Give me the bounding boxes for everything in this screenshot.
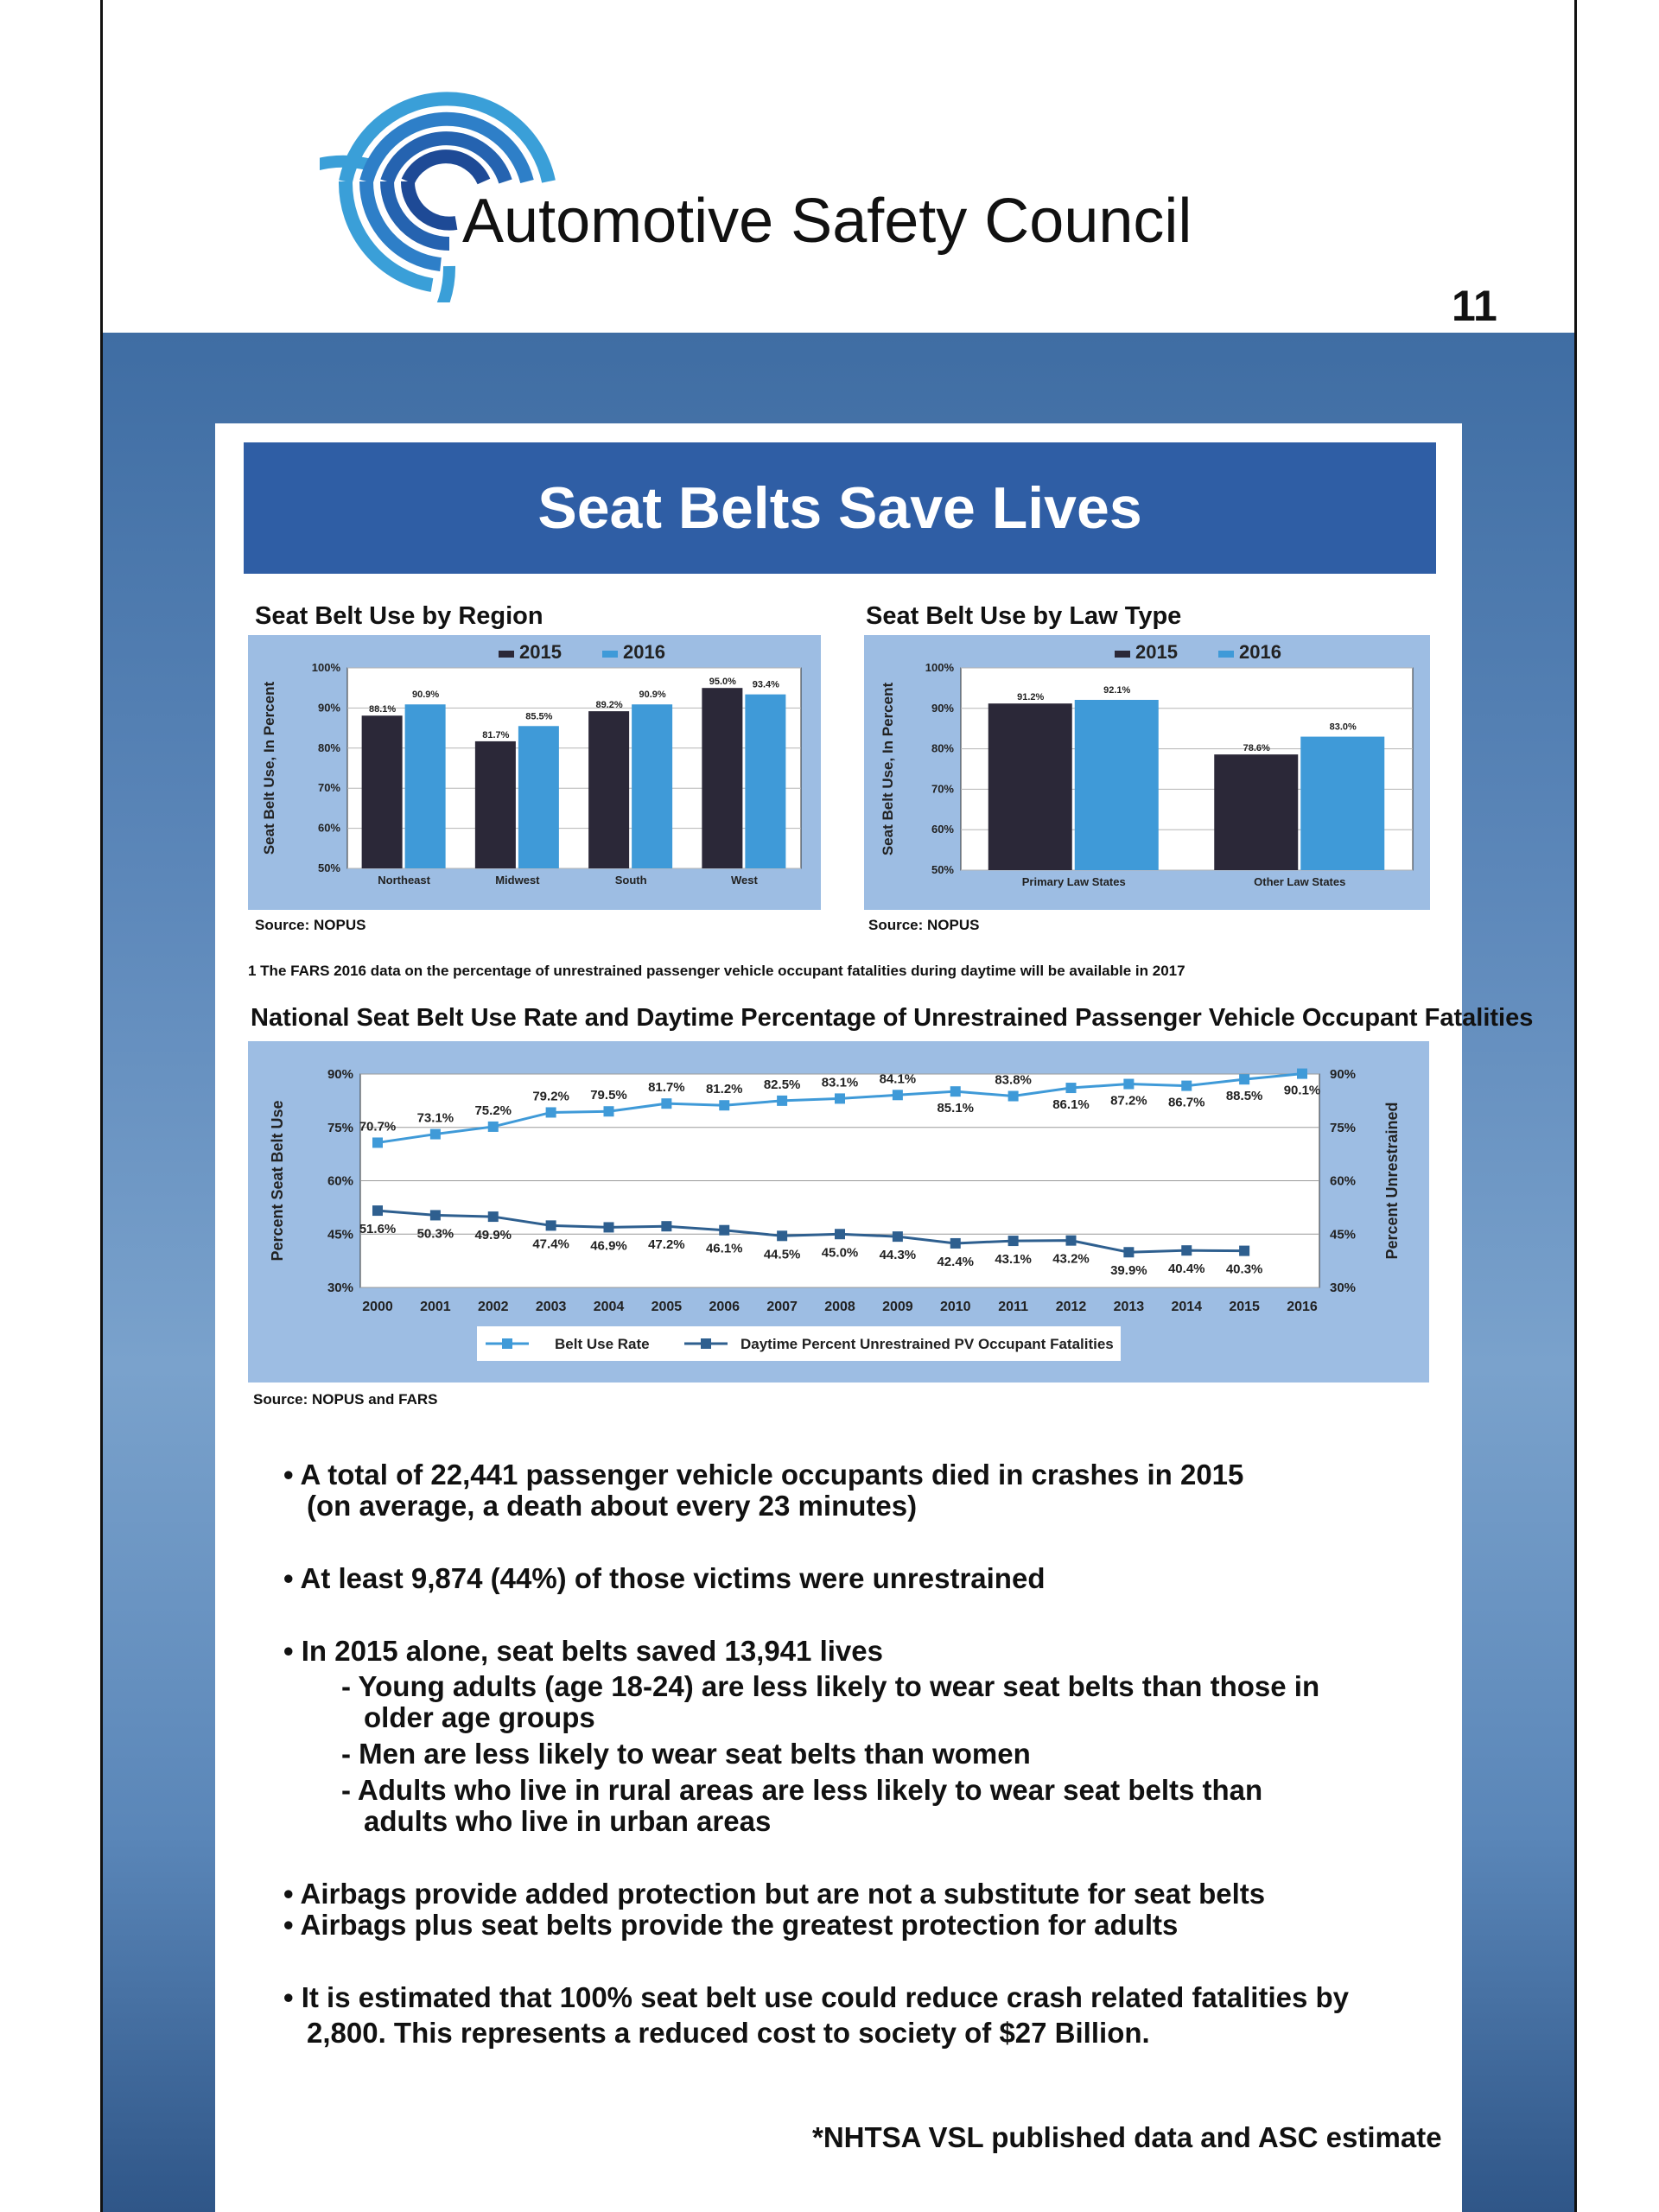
region-chart-title: Seat Belt Use by Region	[255, 602, 543, 630]
bar-value-label: 90.9%	[639, 690, 666, 701]
data-point	[777, 1096, 787, 1106]
x-tick-label: 2008	[824, 1300, 855, 1314]
law-chart-panel	[864, 635, 1430, 910]
region-chart-source: Source: NOPUS	[255, 917, 366, 933]
y-tick-label-left: 30%	[327, 1281, 353, 1295]
y-axis-label: Seat Belt Use, In Percent	[880, 682, 896, 856]
data-point	[488, 1211, 499, 1222]
data-point	[893, 1090, 903, 1100]
data-point	[604, 1106, 614, 1116]
bar-value-label: 85.5%	[525, 711, 553, 722]
sub-men: - Men are less likely to wear seat belts than women	[341, 1738, 1031, 1770]
national-chart-source: Source: NOPUS and FARS	[253, 1391, 438, 1408]
national-chart-title: National Seat Belt Use Rate and Daytime Percentage of Unrestrained Passenger Vehicle Occupant Fatalities	[251, 1004, 1534, 1032]
bullet-estimate-cont: 2,800. This represents a reduced cost to society of $27 Billion.	[307, 2017, 1150, 2049]
y-tick-label-right: 75%	[1330, 1120, 1357, 1135]
data-point	[950, 1086, 961, 1096]
law-bar-chart	[864, 635, 1430, 910]
point-value-label: 73.1%	[416, 1110, 454, 1126]
point-value-label: 87.2%	[1110, 1093, 1147, 1109]
x-tick-label: 2006	[709, 1300, 741, 1314]
logo-text: Automotive Safety Council	[462, 187, 1192, 256]
x-tick-label: 2002	[477, 1300, 509, 1314]
page-number: 11	[1452, 282, 1497, 330]
footnote: 1 The FARS 2016 data on the percentage of unrestrained passenger vehicle occupant fatalities during daytime will be available in 2017	[248, 963, 1185, 979]
point-value-label: 40.4%	[1167, 1262, 1205, 1277]
bar-value-label: 78.6%	[1243, 743, 1270, 754]
data-point	[661, 1221, 671, 1231]
legend-label-2015: 2015	[1135, 641, 1178, 663]
y-tick-label: 70%	[317, 781, 340, 795]
x-tick-label: 2011	[998, 1300, 1028, 1314]
x-tick-label: 2001	[420, 1300, 451, 1314]
x-tick-label: Midwest	[495, 874, 540, 887]
data-point	[1239, 1074, 1249, 1084]
data-point	[777, 1230, 787, 1241]
point-value-label: 83.1%	[821, 1075, 859, 1090]
legend-label-2015: 2015	[519, 641, 562, 663]
y-tick-label-right: 30%	[1330, 1281, 1357, 1295]
data-point	[661, 1098, 671, 1109]
x-tick-label: 2013	[1113, 1300, 1145, 1314]
point-value-label: 46.9%	[590, 1238, 627, 1254]
bar-2015-primary-law-states	[988, 703, 1072, 870]
bar-value-label: 93.4%	[752, 679, 779, 690]
bar-2015-west	[702, 688, 742, 868]
y-tick-label: 100%	[925, 661, 954, 674]
point-value-label: 42.4%	[937, 1254, 975, 1269]
title-banner	[244, 442, 1436, 574]
point-value-label: 88.5%	[1225, 1089, 1263, 1104]
x-tick-label: 2010	[939, 1300, 971, 1314]
bullet-airbags-substitute: • Airbags provide added protection but are not a substitute for seat belts	[283, 1878, 1266, 1910]
data-point	[372, 1137, 383, 1147]
bar-2015-south	[588, 711, 629, 868]
point-value-label: 86.1%	[1052, 1097, 1090, 1113]
point-value-label: 79.2%	[532, 1089, 569, 1104]
data-point	[1181, 1081, 1192, 1091]
bullet-total-deaths-cont: (on average, a death about every 23 minutes)	[307, 1490, 918, 1522]
y-tick-label-right: 60%	[1330, 1173, 1357, 1189]
point-value-label: 44.5%	[763, 1247, 801, 1262]
bullet-total-deaths: • A total of 22,441 passenger vehicle occupants died in crashes in 2015	[283, 1459, 1244, 1491]
x-tick-label: 2016	[1287, 1300, 1318, 1314]
bar-2016-northeast	[405, 704, 446, 868]
y-tick-label: 70%	[931, 782, 954, 796]
y-axis-label-right: Percent Unrestrained	[1383, 1102, 1401, 1260]
law-chart-source: Source: NOPUS	[868, 917, 980, 933]
y-tick-label-left: 75%	[327, 1120, 353, 1135]
point-value-label: 47.2%	[648, 1237, 685, 1253]
legend-label-unrestrained: Daytime Percent Unrestrained PV Occupant Fatalities	[741, 1336, 1114, 1352]
legend-label-2016: 2016	[1239, 641, 1281, 663]
data-point	[835, 1229, 845, 1239]
bar-value-label: 91.2%	[1017, 692, 1045, 703]
data-point	[1123, 1079, 1134, 1090]
x-tick-label: 2007	[766, 1300, 798, 1314]
national-chart-panel	[248, 1041, 1429, 1382]
bar-value-label: 92.1%	[1103, 684, 1131, 696]
y-tick-label: 80%	[317, 741, 340, 754]
point-value-label: 46.1%	[705, 1241, 743, 1256]
point-value-label: 51.6%	[359, 1222, 397, 1237]
bar-2016-south	[632, 704, 672, 868]
legend-marker-belt-use	[502, 1338, 512, 1349]
bullet-lives-saved: • In 2015 alone, seat belts saved 13,941 lives	[283, 1635, 883, 1667]
point-value-label: 90.1%	[1283, 1083, 1321, 1098]
bar-2015-northeast	[362, 715, 403, 868]
legend-marker-unrestrained	[701, 1338, 711, 1349]
data-point	[719, 1100, 729, 1110]
legend-swatch-2016	[1218, 651, 1234, 658]
point-value-label: 49.9%	[474, 1228, 512, 1243]
point-value-label: 50.3%	[416, 1226, 454, 1242]
y-tick-label-left: 90%	[327, 1067, 353, 1082]
data-point	[719, 1225, 729, 1236]
bar-value-label: 95.0%	[709, 677, 736, 688]
bar-2016-midwest	[518, 726, 559, 868]
y-tick-label: 60%	[317, 821, 340, 835]
y-axis-label-left: Percent Seat Belt Use	[269, 1100, 286, 1262]
bar-value-label: 88.1%	[369, 704, 397, 715]
data-point	[1008, 1236, 1019, 1246]
data-point	[1066, 1083, 1077, 1093]
y-tick-label: 50%	[931, 863, 954, 876]
x-tick-label: South	[614, 874, 647, 887]
point-value-label: 82.5%	[763, 1077, 801, 1092]
data-point	[1181, 1245, 1192, 1255]
legend-swatch-2015	[499, 651, 514, 658]
national-line-chart	[248, 1041, 1429, 1382]
x-tick-label: 2009	[882, 1300, 913, 1314]
bar-2015-midwest	[475, 741, 516, 868]
x-tick-label: Northeast	[378, 874, 430, 887]
legend-swatch-2016	[602, 651, 618, 658]
bullet-estimate: • It is estimated that 100% seat belt use could reduce crash related fatalities by	[283, 1981, 1350, 2013]
bar-2016-primary-law-states	[1075, 700, 1159, 870]
data-point	[430, 1129, 441, 1140]
frame-border-left	[100, 0, 103, 2212]
data-point	[372, 1205, 383, 1216]
x-tick-label: 2005	[651, 1300, 683, 1314]
data-point	[1239, 1246, 1249, 1256]
x-tick-label: Primary Law States	[1021, 875, 1126, 888]
y-tick-label-right: 45%	[1330, 1227, 1357, 1243]
frame-border-right	[1574, 0, 1577, 2212]
x-tick-label: 2003	[535, 1300, 567, 1314]
x-tick-label: 2014	[1171, 1300, 1203, 1314]
point-value-label: 44.3%	[879, 1248, 917, 1263]
bar-value-label: 81.7%	[482, 729, 510, 741]
point-value-label: 86.7%	[1167, 1095, 1205, 1110]
data-point	[893, 1231, 903, 1242]
data-point	[835, 1093, 845, 1103]
y-tick-label: 90%	[317, 701, 340, 715]
data-point	[604, 1222, 614, 1232]
x-tick-label: 2015	[1229, 1300, 1260, 1314]
point-value-label: 40.3%	[1225, 1262, 1263, 1277]
legend-swatch-2015	[1115, 651, 1130, 658]
y-tick-label: 100%	[311, 661, 340, 674]
point-value-label: 39.9%	[1110, 1263, 1147, 1279]
point-value-label: 84.1%	[879, 1071, 917, 1087]
data-point	[1297, 1069, 1307, 1079]
y-tick-label-right: 90%	[1330, 1067, 1357, 1082]
y-tick-label-left: 45%	[327, 1227, 353, 1243]
x-tick-label: 2012	[1055, 1300, 1087, 1314]
y-tick-label: 80%	[931, 741, 954, 755]
y-tick-label-left: 60%	[327, 1173, 353, 1189]
point-value-label: 81.2%	[705, 1082, 743, 1097]
point-value-label: 47.4%	[532, 1236, 569, 1252]
bar-value-label: 90.9%	[412, 690, 440, 701]
data-point	[546, 1220, 556, 1230]
region-bar-chart	[248, 635, 821, 910]
data-point	[546, 1107, 556, 1117]
data-point	[430, 1210, 441, 1220]
sub-young-adults-cont: older age groups	[364, 1701, 595, 1733]
bullet-airbags-plus: • Airbags plus seat belts provide the greatest protection for adults	[283, 1909, 1179, 1941]
bullet-unrestrained: • At least 9,874 (44%) of those victims were unrestrained	[283, 1562, 1046, 1594]
y-tick-label: 60%	[931, 823, 954, 836]
data-point	[1123, 1247, 1134, 1257]
sub-rural: - Adults who live in rural areas are less likely to wear seat belts than	[341, 1774, 1263, 1806]
y-tick-label: 90%	[931, 701, 954, 715]
page-title: Seat Belts Save Lives	[537, 475, 1142, 541]
point-value-label: 85.1%	[937, 1101, 975, 1116]
point-value-label: 45.0%	[821, 1245, 859, 1261]
point-value-label: 81.7%	[648, 1080, 685, 1096]
point-value-label: 70.7%	[359, 1119, 397, 1135]
point-value-label: 43.1%	[995, 1252, 1032, 1268]
logo-icon	[320, 52, 1270, 302]
bar-2016-west	[745, 695, 785, 868]
point-value-label: 83.8%	[995, 1072, 1032, 1088]
data-point	[488, 1122, 499, 1132]
bar-value-label: 83.0%	[1329, 721, 1357, 733]
y-tick-label: 50%	[317, 861, 340, 874]
point-value-label: 43.2%	[1052, 1251, 1090, 1267]
x-tick-label: Other Law States	[1254, 875, 1346, 888]
point-value-label: 75.2%	[474, 1103, 512, 1118]
bar-value-label: 89.2%	[595, 700, 623, 711]
data-point	[950, 1238, 961, 1249]
law-chart-title: Seat Belt Use by Law Type	[866, 602, 1182, 630]
x-tick-label: West	[730, 874, 758, 887]
region-chart-panel	[248, 635, 821, 910]
data-point	[1066, 1236, 1077, 1246]
x-tick-label: 2004	[593, 1300, 625, 1314]
sub-rural-cont: adults who live in urban areas	[364, 1805, 772, 1837]
point-value-label: 79.5%	[590, 1088, 627, 1103]
legend-label-2016: 2016	[623, 641, 665, 663]
asc-note: *NHTSA VSL published data and ASC estimate	[812, 2121, 1442, 2153]
bar-2015-other-law-states	[1214, 754, 1298, 870]
sub-young-adults: - Young adults (age 18-24) are less likely to wear seat belts than those in	[341, 1670, 1320, 1702]
y-axis-label: Seat Belt Use, In Percent	[261, 681, 277, 855]
legend-label-belt-use: Belt Use Rate	[555, 1336, 650, 1352]
data-point	[1008, 1091, 1019, 1102]
bar-2016-other-law-states	[1300, 737, 1384, 870]
x-tick-label: 2000	[362, 1300, 393, 1314]
